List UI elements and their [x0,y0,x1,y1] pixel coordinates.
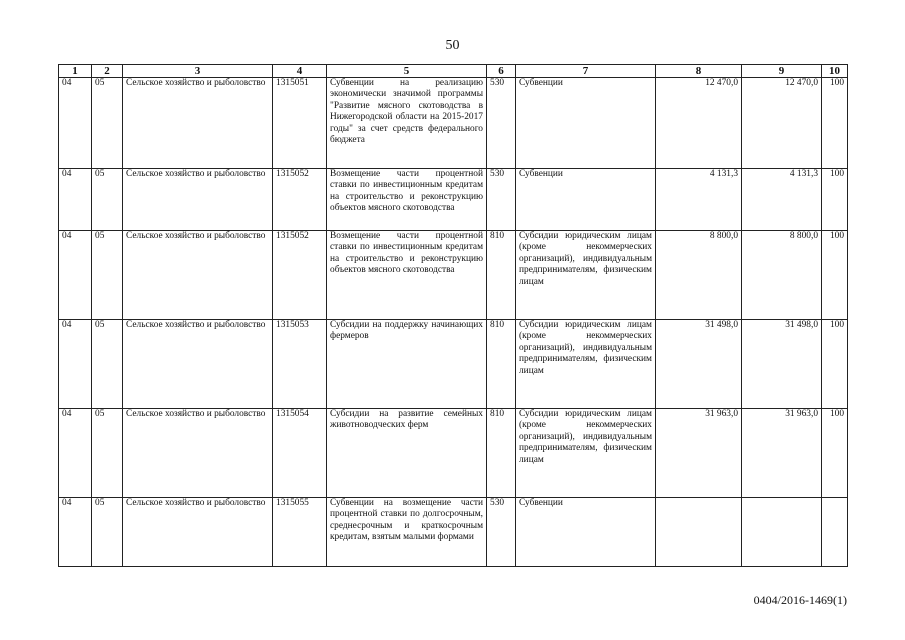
cell-description: Возмещение части процентной ставки по инвестиционным кредитам на строительство и реконструкцию объектов мясного скотоводства [327,169,487,231]
col-header-3: 3 [123,65,273,78]
cell-actual: 12 470,0 [742,78,822,169]
cell-percent: 100 [822,409,848,498]
cell-description: Субсидии на поддержку начинающих фермеров [327,320,487,409]
cell-expense-code: 810 [487,320,516,409]
cell-actual: 31 963,0 [742,409,822,498]
cell-section-name: Сельское хозяйство и рыболовство [123,409,273,498]
col-header-10: 10 [822,65,848,78]
cell-target-code: 1315054 [273,409,327,498]
cell-subsection: 05 [92,169,123,231]
cell-expense-type: Субвенции [516,169,656,231]
cell-section-name: Сельское хозяйство и рыболовство [123,169,273,231]
cell-target-code: 1315052 [273,169,327,231]
header-row [59,65,848,78]
cell-expense-code: 530 [487,78,516,169]
cell-percent [822,498,848,567]
cell-description: Субсидии на развитие семейных животноводческих ферм [327,409,487,498]
cell-plan: 31 498,0 [656,320,742,409]
col-header-7: 7 [516,65,656,78]
cell-subsection: 05 [92,78,123,169]
cell-section-name: Сельское хозяйство и рыболовство [123,498,273,567]
cell-plan: 31 963,0 [656,409,742,498]
cell-actual: 8 800,0 [742,231,822,320]
cell-section: 04 [59,169,92,231]
col-header-4: 4 [273,65,327,78]
cell-expense-type: Субвенции [516,78,656,169]
cell-section-name: Сельское хозяйство и рыболовство [123,78,273,169]
cell-actual: 4 131,3 [742,169,822,231]
col-header-9: 9 [742,65,822,78]
col-header-8: 8 [656,65,742,78]
cell-subsection: 05 [92,409,123,498]
table-row [59,498,848,567]
table-row [59,231,848,320]
cell-subsection: 05 [92,231,123,320]
cell-plan [656,498,742,567]
cell-actual [742,498,822,567]
col-header-6: 6 [487,65,516,78]
cell-actual: 31 498,0 [742,320,822,409]
cell-section: 04 [59,498,92,567]
cell-section: 04 [59,78,92,169]
page-number: 50 [445,38,460,53]
cell-plan: 12 470,0 [656,78,742,169]
cell-percent: 100 [822,169,848,231]
cell-target-code: 1315055 [273,498,327,567]
cell-target-code: 1315052 [273,231,327,320]
cell-section: 04 [59,231,92,320]
cell-target-code: 1315053 [273,320,327,409]
budget-table [58,64,848,567]
table-row [59,78,848,169]
document-code: 0404/2016-1469(1) [753,593,847,607]
cell-subsection: 05 [92,320,123,409]
col-header-2: 2 [92,65,123,78]
cell-subsection: 05 [92,498,123,567]
cell-plan: 8 800,0 [656,231,742,320]
cell-expense-type: Субсидии юридическим лицам (кроме некоммерческих организаций), индивидуальным предпринимателям, физическим лицам [516,409,656,498]
cell-description: Субвенции на реализацию экономически значимой программы "Развитие мясного скотоводства в Нижегородской области на 2015-2017 годы" за счет средств федерального бюджета [327,78,487,169]
cell-expense-type: Субсидии юридическим лицам (кроме некоммерческих организаций), индивидуальным предпринимателям, физическим лицам [516,320,656,409]
col-header-1: 1 [59,65,92,78]
table-row [59,169,848,231]
cell-section-name: Сельское хозяйство и рыболовство [123,231,273,320]
cell-section: 04 [59,320,92,409]
cell-expense-type: Субсидии юридическим лицам (кроме некоммерческих организаций), индивидуальным предпринимателям, физическим лицам [516,231,656,320]
cell-expense-type: Субвенции [516,498,656,567]
cell-section: 04 [59,409,92,498]
cell-percent: 100 [822,78,848,169]
cell-expense-code: 810 [487,231,516,320]
table-row [59,409,848,498]
cell-target-code: 1315051 [273,78,327,169]
col-header-5: 5 [327,65,487,78]
cell-expense-code: 530 [487,169,516,231]
cell-percent: 100 [822,231,848,320]
cell-plan: 4 131,3 [656,169,742,231]
cell-description: Возмещение части процентной ставки по инвестиционным кредитам на строительство и реконструкцию объектов мясного скотоводства [327,231,487,320]
cell-section-name: Сельское хозяйство и рыболовство [123,320,273,409]
cell-expense-code: 810 [487,409,516,498]
cell-description: Субвенции на возмещение части процентной ставки по долгосрочным, среднесрочным и краткосрочным кредитам, взятым малыми формами [327,498,487,567]
cell-expense-code: 530 [487,498,516,567]
table-row [59,320,848,409]
cell-percent: 100 [822,320,848,409]
